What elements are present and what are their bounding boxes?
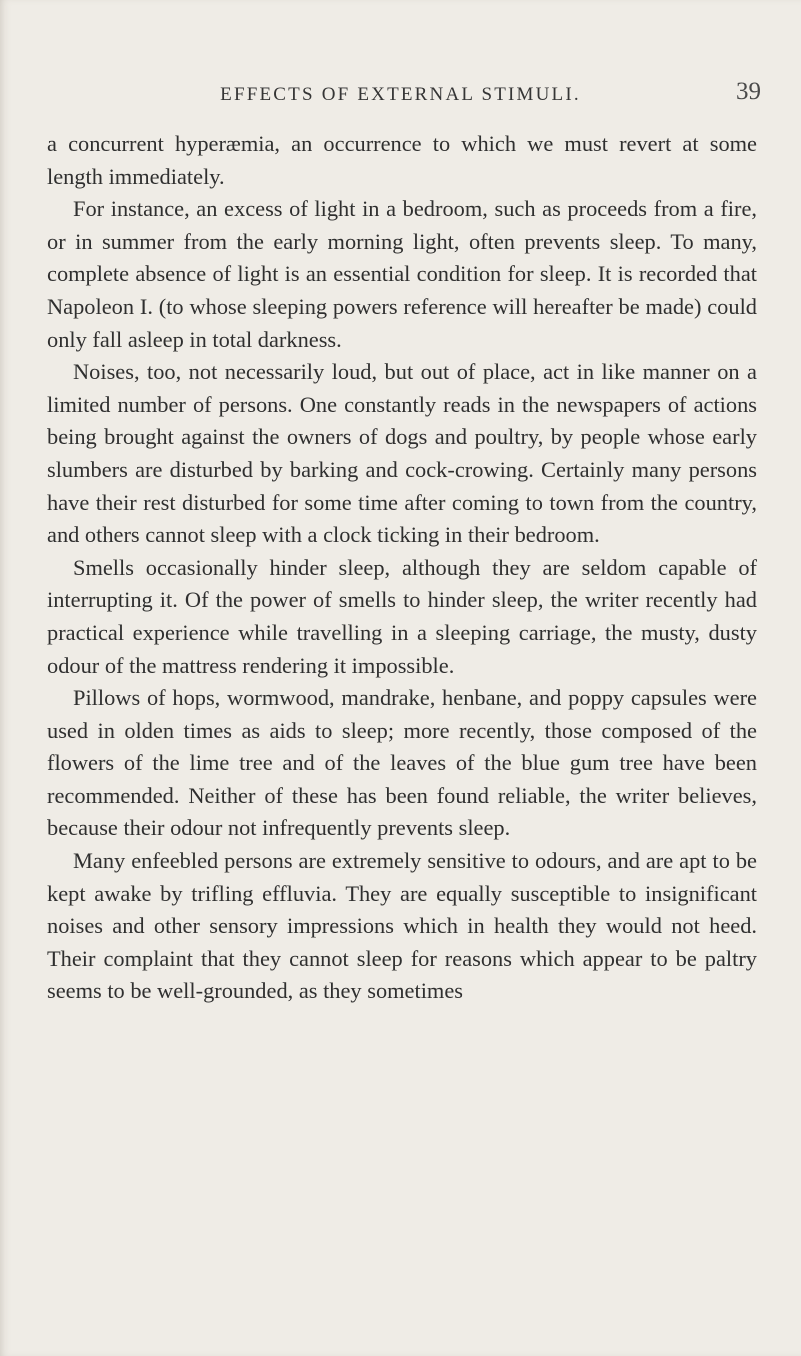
- body-text: [47, 128, 757, 1008]
- page-number: 39: [736, 78, 761, 105]
- paragraph-smells: Smells occasionally hinder sleep, although they are seldom capable of interrupting it. Of the power of smells to hinder sleep, the writer recently had practical experience while travelling in a sleeping carriage, the musty, dusty odour of the mattress rendering it impossible.: [47, 554, 757, 678]
- paragraph-light: For instance, an excess of light in a bedroom, such as proceeds from a fire, or in summer from the early morning light, often prevents sleep. To many, complete absence of light is an essential condition for sleep. It is recorded that Napoleon I. (to whose sleeping powers reference will hereafter be made) could only fall asleep in total darkness.: [47, 196, 757, 352]
- chapter-header-title: EFFECTS OF EXTERNAL STIMULI.: [220, 84, 581, 105]
- running-head: [0, 78, 801, 111]
- paragraph-noises: Noises, too, not necessarily loud, but out of place, act in like manner on a limited number of persons. One constantly reads in the newspapers of actions being brought against the owners of dogs and poultry, by people whose early slumbers are disturbed by barking and cock-crowing. Certainly many persons have their rest disturbed for some time after coming to town from the country, and others cannot sleep with a clock ticking in their bedroom.: [47, 359, 757, 548]
- paragraph-continuation: a concurrent hyperæmia, an occurrence to which we must revert at some length immediately.: [47, 131, 757, 189]
- paragraph-enfeebled-persons: Many enfeebled persons are extremely sensitive to odours, and are apt to be kept awake by trifling effluvia. They are equally susceptible to insignificant noises and other sensory impressions which in health they would not heed. Their complaint that they cannot sleep for reasons which appear to be paltry seems to be well-grounded, as they sometimes: [47, 848, 757, 1004]
- paragraph-pillows: Pillows of hops, wormwood, mandrake, henbane, and poppy capsules were used in olden times as aids to sleep; more recently, those composed of the flowers of the lime tree and of the leaves of the blue gum tree have been recommended. Neither of these has been found reliable, the writer believes, because their odour not infrequently prevents sleep.: [47, 685, 757, 841]
